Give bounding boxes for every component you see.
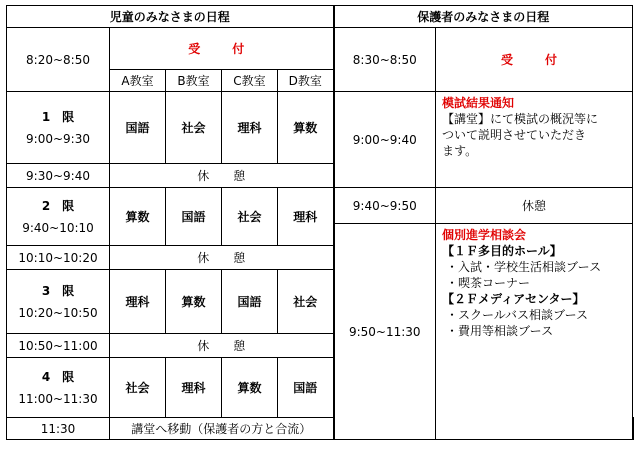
period-2-subject-a: 算数 (110, 188, 166, 246)
period-1-label: 1 限 (41, 109, 75, 124)
period-1-time: 9:00~9:30 (26, 131, 90, 146)
parents-results-note (436, 92, 633, 188)
parents-reception-time: 8:30~8:50 (334, 28, 436, 92)
parents-results-line: ます。 (442, 144, 478, 158)
classroom-d: D教室 (278, 70, 334, 92)
period-4-time: 11:00~11:30 (18, 391, 98, 406)
parents-consult-note (436, 224, 633, 440)
parents-break-label: 休憩 (436, 188, 633, 224)
period-1-cell (7, 92, 110, 164)
period-3-subject-b: 算数 (166, 270, 222, 334)
classroom-b: B教室 (166, 70, 222, 92)
period-3-label: 3 限 (41, 283, 75, 298)
parents-consult-title: 個別進学相談会 (442, 228, 527, 242)
parents-consult-line: ・入試・学校生活相談ブース (446, 260, 602, 274)
period-2-subject-b: 国語 (166, 188, 222, 246)
period-3-time: 10:20~10:50 (18, 305, 98, 320)
parents-consult-time: 9:50~11:30 (334, 224, 436, 440)
children-reception-label: 受 付 (110, 28, 334, 70)
parents-results-line: ついて説明させていただき (442, 128, 587, 142)
classroom-c: C教室 (222, 70, 278, 92)
break-3-label: 休 憩 (110, 334, 334, 358)
period-4-label: 4 限 (41, 369, 75, 384)
period-4-subject-c: 算数 (222, 358, 278, 418)
period-4-subject-b: 理科 (166, 358, 222, 418)
parents-consult-line: ・費用等相談ブース (446, 324, 554, 338)
break-2-time: 10:10~10:20 (7, 246, 110, 270)
period-4-subject-a: 社会 (110, 358, 166, 418)
period-2-label: 2 限 (41, 198, 75, 213)
period-3-subject-d: 社会 (278, 270, 334, 334)
parents-break-time: 9:40~9:50 (334, 188, 436, 224)
period-1-subject-a: 国語 (110, 92, 166, 164)
period-2-subject-d: 理科 (278, 188, 334, 246)
break-1-time: 9:30~9:40 (7, 164, 110, 188)
period-3-subject-a: 理科 (110, 270, 166, 334)
period-4-subject-d: 国語 (278, 358, 334, 418)
period-1-subject-d: 算数 (278, 92, 334, 164)
children-schedule-header: 児童のみなさまの日程 (7, 6, 334, 28)
break-2-label: 休 憩 (110, 246, 334, 270)
parents-results-time: 9:00~9:40 (334, 92, 436, 188)
period-2-cell (7, 188, 110, 246)
schedule-table (6, 5, 633, 440)
period-2-subject-c: 社会 (222, 188, 278, 246)
children-final-text: 講堂へ移動（保護者の方と合流） (110, 418, 334, 440)
children-final-time: 11:30 (7, 418, 110, 440)
parents-schedule-header: 保護者のみなさまの日程 (334, 6, 633, 28)
period-3-subject-c: 国語 (222, 270, 278, 334)
period-4-cell (7, 358, 110, 418)
parents-consult-line: 【２Ｆメディアセンター】 (442, 292, 585, 306)
parents-consult-line: 【１Ｆ多目的ホール】 (442, 244, 562, 258)
period-2-time: 9:40~10:10 (22, 220, 94, 235)
classroom-a: A教室 (110, 70, 166, 92)
break-1-label: 休 憩 (110, 164, 334, 188)
parents-results-line: 【講堂】にて模試の概況等に (442, 112, 599, 126)
parents-consult-line: ・喫茶コーナー (446, 276, 531, 290)
period-1-subject-b: 社会 (166, 92, 222, 164)
parents-reception-label: 受 付 (436, 28, 633, 92)
parents-results-title: 模試結果通知 (442, 96, 515, 110)
parents-consult-line: ・スクールバス相談ブース (446, 308, 588, 322)
period-3-cell (7, 270, 110, 334)
period-1-subject-c: 理科 (222, 92, 278, 164)
children-reception-time: 8:20~8:50 (7, 28, 110, 92)
break-3-time: 10:50~11:00 (7, 334, 110, 358)
